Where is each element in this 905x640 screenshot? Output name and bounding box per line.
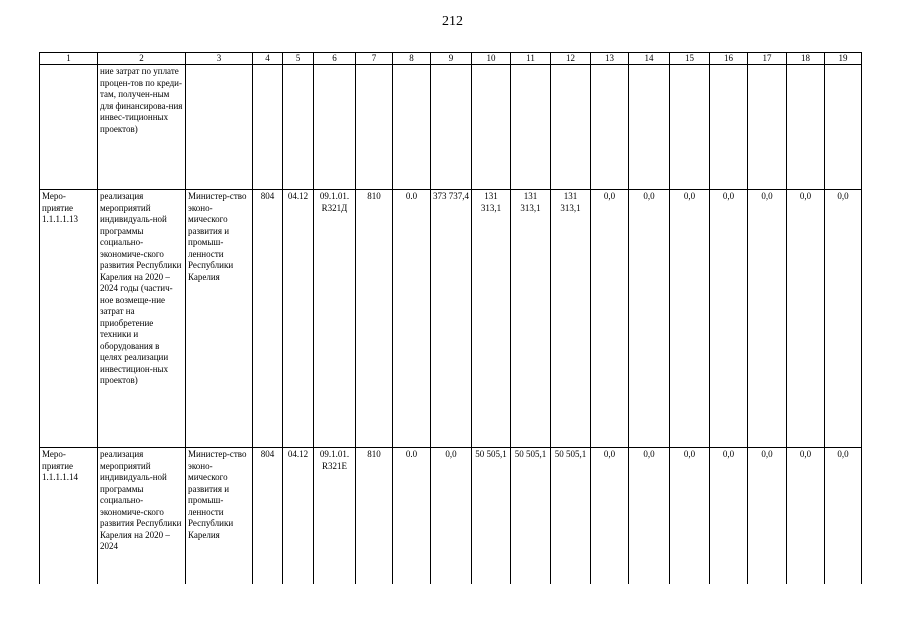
column-header: 17 bbox=[748, 53, 787, 65]
cell-empty bbox=[670, 65, 710, 190]
cell-value: 0,0 bbox=[591, 448, 629, 584]
column-header: 13 bbox=[591, 53, 629, 65]
cell-code-rzpr: 04.12 bbox=[283, 190, 314, 448]
cell-value: 0,0 bbox=[670, 190, 710, 448]
cell-value: 0,0 bbox=[748, 448, 787, 584]
cell-description: ние затрат по уплате процен-тов по креди-там, получен-ным для финансирова-ния инвес-тиционных проектов) bbox=[98, 65, 186, 190]
cell-empty bbox=[748, 65, 787, 190]
cell-code-rzpr: 04.12 bbox=[283, 448, 314, 584]
column-header: 16 bbox=[710, 53, 748, 65]
column-header: 9 bbox=[431, 53, 472, 65]
column-header: 8 bbox=[393, 53, 431, 65]
column-header: 5 bbox=[283, 53, 314, 65]
cell-empty bbox=[393, 65, 431, 190]
column-header: 3 bbox=[186, 53, 253, 65]
table-row-continuation bbox=[40, 65, 862, 190]
cell-value: 373 737,4 bbox=[431, 190, 472, 448]
cell-measure: Меро-приятие 1.1.1.1.13 bbox=[40, 190, 98, 448]
cell-description: реализация мероприятий индивидуаль-ной программы социально-экономиче-ского развития Республики Карелия на 2020 – 2024 годы (частич-ное возмеще-ние затрат на приобретение техники и оборудования в целях реализации инвестицион-ных проектов) bbox=[98, 190, 186, 448]
cell-empty bbox=[314, 65, 356, 190]
column-header: 14 bbox=[629, 53, 670, 65]
cell-value: 50 505,1 bbox=[511, 448, 551, 584]
column-header: 15 bbox=[670, 53, 710, 65]
cell-code-grbs: 804 bbox=[253, 190, 283, 448]
column-header: 4 bbox=[253, 53, 283, 65]
cell-empty bbox=[253, 65, 283, 190]
cell-empty bbox=[825, 65, 862, 190]
cell-empty bbox=[40, 65, 98, 190]
cell-value: 50 505,1 bbox=[551, 448, 591, 584]
column-header: 18 bbox=[787, 53, 825, 65]
table-row bbox=[40, 190, 862, 448]
cell-value: 0,0 bbox=[431, 448, 472, 584]
cell-executor: Министер-ство эконо-мического развития и промыш-ленности Республики Карелия bbox=[186, 448, 253, 584]
budget-table bbox=[39, 52, 862, 584]
cell-value: 0,0 bbox=[710, 448, 748, 584]
cell-empty bbox=[186, 65, 253, 190]
cell-value: 0,0 bbox=[591, 190, 629, 448]
cell-value: 0,0 bbox=[825, 448, 862, 584]
cell-executor: Министер-ство эконо-мического развития и промыш-ленности Республики Карелия bbox=[186, 190, 253, 448]
cell-measure: Меро-приятие 1.1.1.1.14 bbox=[40, 448, 98, 584]
cell-value: 131 313,1 bbox=[551, 190, 591, 448]
cell-empty bbox=[591, 65, 629, 190]
cell-value: 131 313,1 bbox=[511, 190, 551, 448]
cell-value: 0,0 bbox=[670, 448, 710, 584]
cell-empty bbox=[710, 65, 748, 190]
cell-code-grbs: 804 bbox=[253, 448, 283, 584]
cell-code-vr: 810 bbox=[356, 190, 393, 448]
cell-empty bbox=[551, 65, 591, 190]
cell-code-csr: 09.1.01. R321Д bbox=[314, 190, 356, 448]
cell-empty bbox=[472, 65, 511, 190]
cell-value: 0,0 bbox=[748, 190, 787, 448]
cell-value: 131 313,1 bbox=[472, 190, 511, 448]
cell-empty bbox=[787, 65, 825, 190]
column-header: 12 bbox=[551, 53, 591, 65]
cell-empty bbox=[356, 65, 393, 190]
table-row bbox=[40, 448, 862, 584]
cell-value: 0,0 bbox=[825, 190, 862, 448]
cell-empty bbox=[431, 65, 472, 190]
cell-value: 0.0 bbox=[393, 190, 431, 448]
cell-empty bbox=[629, 65, 670, 190]
cell-code-vr: 810 bbox=[356, 448, 393, 584]
cell-value: 0,0 bbox=[710, 190, 748, 448]
cell-code-csr: 09.1.01. R321Е bbox=[314, 448, 356, 584]
page-number: 212 bbox=[442, 14, 463, 29]
cell-value: 0,0 bbox=[629, 448, 670, 584]
cell-value: 0,0 bbox=[787, 448, 825, 584]
cell-empty bbox=[511, 65, 551, 190]
cell-value: 0,0 bbox=[629, 190, 670, 448]
column-header: 1 bbox=[40, 53, 98, 65]
column-header: 2 bbox=[98, 53, 186, 65]
column-header: 10 bbox=[472, 53, 511, 65]
column-header: 6 bbox=[314, 53, 356, 65]
cell-value: 0,0 bbox=[787, 190, 825, 448]
cell-empty bbox=[283, 65, 314, 190]
cell-description: реализация мероприятий индивидуаль-ной программы социально-экономиче-ского развития Республики Карелия на 2020 – 2024 bbox=[98, 448, 186, 584]
column-header: 7 bbox=[356, 53, 393, 65]
column-header: 19 bbox=[825, 53, 862, 65]
header-row bbox=[40, 53, 862, 65]
column-header: 11 bbox=[511, 53, 551, 65]
cell-value: 50 505,1 bbox=[472, 448, 511, 584]
cell-value: 0.0 bbox=[393, 448, 431, 584]
